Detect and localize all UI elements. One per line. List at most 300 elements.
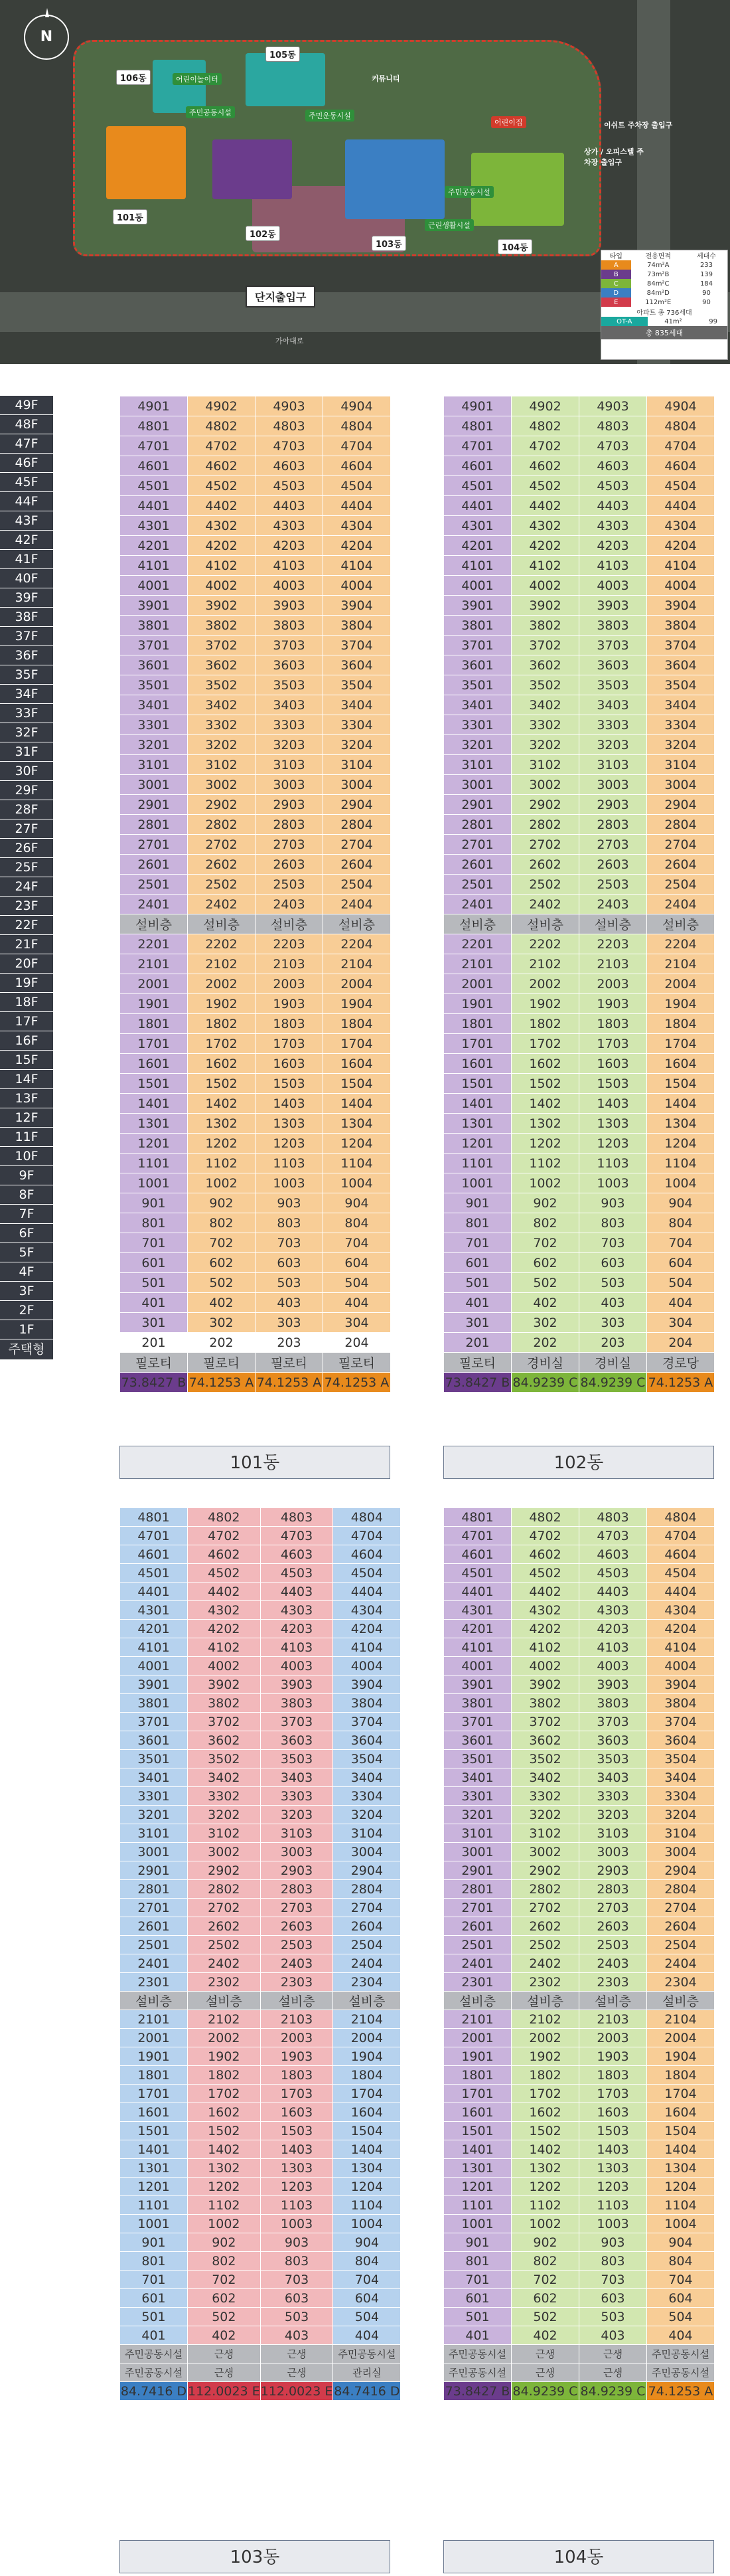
- unit-cell: 3404: [323, 695, 391, 715]
- unit-cell: 3802: [512, 1694, 579, 1713]
- unit-cell: 4801: [120, 1508, 188, 1527]
- unit-type-cell: 74.1253 A: [256, 1373, 323, 1393]
- unit-cell: 3701: [120, 636, 188, 655]
- floor-label: 33F: [0, 704, 53, 723]
- unit-cell: 1804: [647, 1014, 715, 1034]
- unit-cell: 2401: [444, 895, 512, 914]
- service-floor-cell: 설비층: [512, 914, 579, 934]
- unit-cell: 1202: [188, 1134, 256, 1154]
- unit-cell: 1901: [444, 2047, 512, 2066]
- unit-cell: 2401: [444, 1954, 512, 1973]
- unit-cell: 3401: [444, 1768, 512, 1787]
- floor-label: 24F: [0, 877, 53, 897]
- unit-cell: 4101: [444, 556, 512, 576]
- unit-cell: 804: [647, 1213, 715, 1233]
- floor-label: 22F: [0, 916, 53, 935]
- unit-cell: 1004: [333, 2215, 401, 2233]
- unit-cell: 4402: [512, 1583, 579, 1601]
- unit-cell: 3201: [120, 1806, 188, 1824]
- unit-cell: 1104: [647, 2196, 715, 2215]
- unit-cell: 3804: [323, 616, 391, 636]
- unit-cell: 1003: [579, 1173, 647, 1193]
- legend-total: 총 835세대: [601, 326, 727, 339]
- ground-floor-cell: 경비실: [579, 1353, 647, 1373]
- map-exit-label: 이쉬트 주차장 출입구: [604, 121, 673, 129]
- unit-cell: 901: [120, 1193, 188, 1213]
- unit-cell: 3004: [333, 1843, 401, 1861]
- unit-cell: 4704: [333, 1527, 401, 1545]
- unit-cell: 2202: [188, 934, 256, 954]
- unit-cell: 2803: [256, 815, 323, 835]
- service-floor-cell: 설비층: [444, 914, 512, 934]
- unit-cell: 3104: [647, 755, 715, 775]
- unit-cell: 1904: [647, 2047, 715, 2066]
- map-white-label: 커뮤니티: [372, 74, 400, 83]
- unit-cell: 1601: [120, 2103, 188, 2122]
- floor-label: 17F: [0, 1012, 53, 1031]
- unit-cell: 4301: [444, 1601, 512, 1620]
- unit-cell: 1903: [579, 2047, 647, 2066]
- map-green-label: 주민운동시설: [305, 110, 354, 122]
- floor-label: 2F: [0, 1301, 53, 1320]
- unit-cell: 4504: [647, 476, 715, 496]
- building-106: [153, 60, 206, 113]
- floor-label: 48F: [0, 415, 53, 434]
- unit-cell: 2101: [120, 2010, 188, 2029]
- unit-cell: 2904: [323, 795, 391, 815]
- legend-area: 74m²A: [647, 261, 670, 269]
- unit-cell: 703: [256, 1233, 323, 1253]
- unit-cell: 802: [188, 1213, 256, 1233]
- unit-cell: 4403: [260, 1583, 333, 1601]
- unit-cell: 3602: [188, 1731, 261, 1750]
- unit-cell: 701: [120, 1233, 188, 1253]
- unit-cell: 2302: [188, 1973, 261, 1992]
- unit-cell: 4804: [333, 1508, 401, 1527]
- unit-cell: 2304: [647, 1973, 715, 1992]
- unit-cell: 1301: [444, 1114, 512, 1134]
- unit-cell: 3102: [188, 755, 256, 775]
- unit-cell: 1401: [120, 2140, 188, 2159]
- unit-cell: 1302: [512, 2159, 579, 2178]
- unit-cell: 2502: [188, 1936, 261, 1954]
- unit-cell: 2901: [444, 795, 512, 815]
- floor-label: 46F: [0, 454, 53, 473]
- unit-cell: 3603: [579, 1731, 647, 1750]
- unit-cell: 4703: [579, 436, 647, 456]
- unit-cell: 1403: [579, 1094, 647, 1114]
- unit-cell: 3603: [256, 655, 323, 675]
- unit-cell: 4904: [323, 396, 391, 416]
- unit-cell: 603: [256, 1253, 323, 1273]
- unit-cell: 2801: [444, 815, 512, 835]
- unit-cell: 3001: [120, 775, 188, 795]
- unit-cell: 1203: [579, 1134, 647, 1154]
- unit-cell: 2904: [333, 1861, 401, 1880]
- unit-cell: 4202: [512, 1620, 579, 1638]
- unit-cell: 804: [647, 2252, 715, 2271]
- unit-cell: 1103: [256, 1154, 323, 1173]
- unit-type-cell: 74.1253 A: [188, 1373, 256, 1393]
- unit-cell: 1303: [256, 1114, 323, 1134]
- unit-cell: 4703: [256, 436, 323, 456]
- unit-cell: 2902: [512, 795, 579, 815]
- unit-cell: 4803: [579, 416, 647, 436]
- unit-cell: 4702: [188, 436, 256, 456]
- unit-cell: 904: [323, 1193, 391, 1213]
- unit-cell: 3703: [256, 636, 323, 655]
- unit-cell: 1302: [188, 1114, 256, 1134]
- service-floor-cell: 설비층: [647, 1992, 715, 2010]
- unit-cell: 3303: [256, 715, 323, 735]
- unit-cell: 2702: [188, 1899, 261, 1917]
- unit-type-cell: 74.1253 A: [647, 2382, 715, 2401]
- unit-cell: 4804: [323, 416, 391, 436]
- unit-cell: 2602: [188, 855, 256, 875]
- map-green-label: 주민공동시설: [186, 106, 235, 118]
- unit-cell: 2501: [444, 1936, 512, 1954]
- unit-cell: 3001: [120, 1843, 188, 1861]
- legend-ot-type: OT-A: [601, 317, 648, 326]
- unit-cell: 703: [260, 2271, 333, 2289]
- unit-cell: 1001: [120, 2215, 188, 2233]
- unit-cell: 2604: [333, 1917, 401, 1936]
- unit-cell: 4202: [512, 536, 579, 556]
- unit-cell: 1603: [579, 1054, 647, 1074]
- unit-cell: 3202: [188, 1806, 261, 1824]
- unit-cell: 803: [579, 2252, 647, 2271]
- unit-cell: 2504: [647, 875, 715, 895]
- unit-cell: 3103: [260, 1824, 333, 1843]
- building-104-unit-grid: [443, 1507, 715, 2401]
- floor-label: 9F: [0, 1166, 53, 1185]
- unit-cell: 1404: [333, 2140, 401, 2159]
- map-exit-label: 상가 / 오피스텔 주차장 출입구: [584, 147, 644, 167]
- unit-cell: 3001: [444, 1843, 512, 1861]
- unit-cell: 2601: [120, 855, 188, 875]
- unit-cell: 703: [579, 2271, 647, 2289]
- unit-cell: 3302: [188, 1787, 261, 1806]
- unit-cell: 2803: [579, 815, 647, 835]
- unit-cell: 3102: [188, 1824, 261, 1843]
- unit-cell: 403: [260, 2326, 333, 2345]
- floor-label: 28F: [0, 800, 53, 819]
- unit-cell: 2701: [444, 1899, 512, 1917]
- unit-cell: 2404: [647, 1954, 715, 1973]
- unit-cell: 3501: [444, 675, 512, 695]
- unit-cell: 2501: [120, 875, 188, 895]
- unit-cell: 4203: [260, 1620, 333, 1638]
- unit-cell: 2604: [323, 855, 391, 875]
- unit-cell: 3802: [512, 616, 579, 636]
- floor-label: 45F: [0, 473, 53, 492]
- unit-cell: 1103: [579, 2196, 647, 2215]
- unit-cell: 3904: [647, 596, 715, 616]
- unit-cell: 604: [333, 2289, 401, 2308]
- floor-label: 41F: [0, 550, 53, 569]
- unit-cell: 2501: [444, 875, 512, 895]
- unit-cell: 1602: [512, 2103, 579, 2122]
- unit-cell: 1204: [647, 1134, 715, 1154]
- unit-cell: 4803: [579, 1508, 647, 1527]
- unit-cell: 404: [333, 2326, 401, 2345]
- unit-cell: 803: [260, 2252, 333, 2271]
- unit-cell: 1002: [512, 1173, 579, 1193]
- unit-cell: 1004: [647, 1173, 715, 1193]
- unit-cell: 3901: [120, 596, 188, 616]
- unit-cell: 2701: [444, 835, 512, 855]
- unit-cell: 804: [333, 2252, 401, 2271]
- unit-cell: 2203: [579, 934, 647, 954]
- floor-label: 10F: [0, 1147, 53, 1166]
- unit-cell: 4503: [256, 476, 323, 496]
- unit-cell: 1702: [512, 2085, 579, 2103]
- floor-label: 12F: [0, 1108, 53, 1128]
- unit-cell: 2704: [333, 1899, 401, 1917]
- unit-cell: 503: [579, 1273, 647, 1293]
- legend-header: 타입: [609, 253, 622, 260]
- unit-cell: 1702: [512, 1034, 579, 1054]
- unit-type-cell: 73.8427 B: [444, 2382, 512, 2401]
- unit-cell: 3803: [579, 1694, 647, 1713]
- unit-type-cell: 74.1253 A: [647, 1373, 715, 1393]
- unit-cell: 4403: [256, 496, 323, 516]
- unit-cell: 3703: [579, 1713, 647, 1731]
- unit-cell: 1202: [188, 2178, 261, 2196]
- unit-cell: 2204: [647, 934, 715, 954]
- unit-cell: 4404: [323, 496, 391, 516]
- unit-cell: 2904: [647, 1861, 715, 1880]
- unit-cell: 2201: [120, 934, 188, 954]
- legend-units: 90: [702, 289, 711, 297]
- unit-cell: 303: [256, 1313, 323, 1333]
- unit-cell: 3101: [120, 755, 188, 775]
- unit-cell: 4304: [333, 1601, 401, 1620]
- unit-cell: 1301: [444, 2159, 512, 2178]
- unit-cell: 202: [188, 1333, 256, 1353]
- unit-cell: 3803: [260, 1694, 333, 1713]
- unit-cell: 902: [512, 1193, 579, 1213]
- ground-floor-cell: 주민공동시설: [444, 2345, 512, 2363]
- unit-cell: 3501: [444, 1750, 512, 1768]
- legend-type: B: [601, 270, 631, 279]
- unit-cell: 1901: [444, 994, 512, 1014]
- ground-floor-cell: 주민공동시설: [333, 2345, 401, 2363]
- unit-cell: 1101: [120, 2196, 188, 2215]
- floor-label: 6F: [0, 1224, 53, 1243]
- floor-label: 3F: [0, 1282, 53, 1301]
- unit-cell: 501: [444, 2308, 512, 2326]
- unit-cell: 4702: [512, 436, 579, 456]
- floor-label: 34F: [0, 685, 53, 704]
- unit-cell: 404: [647, 2326, 715, 2345]
- building-103-unit-grid: [119, 1507, 401, 2401]
- legend-ot-units: 99: [709, 317, 718, 325]
- unit-cell: 2204: [323, 934, 391, 954]
- unit-cell: 4104: [647, 556, 715, 576]
- unit-cell: 4503: [260, 1564, 333, 1583]
- unit-cell: 1203: [260, 2178, 333, 2196]
- unit-cell: 3304: [333, 1787, 401, 1806]
- unit-cell: 2302: [512, 1973, 579, 1992]
- unit-cell: 3804: [647, 1694, 715, 1713]
- unit-cell: 4301: [120, 516, 188, 536]
- unit-cell: 2504: [323, 875, 391, 895]
- unit-cell: 704: [323, 1233, 391, 1253]
- service-floor-cell: 설비층: [579, 1992, 647, 2010]
- unit-cell: 3004: [323, 775, 391, 795]
- ground-floor-cell: 주민공동시설: [120, 2345, 188, 2363]
- unit-cell: 2604: [647, 855, 715, 875]
- unit-cell: 4002: [188, 576, 256, 596]
- unit-cell: 702: [188, 1233, 256, 1253]
- unit-cell: 502: [188, 2308, 261, 2326]
- unit-cell: 1101: [120, 1154, 188, 1173]
- building-104-title: 104동: [443, 2540, 714, 2573]
- floor-label: 19F: [0, 974, 53, 993]
- floor-label: 39F: [0, 588, 53, 608]
- unit-cell: 1404: [323, 1094, 391, 1114]
- unit-cell: 3501: [120, 675, 188, 695]
- unit-cell: 4701: [120, 436, 188, 456]
- unit-cell: 3601: [444, 1731, 512, 1750]
- unit-cell: 4503: [579, 1564, 647, 1583]
- unit-cell: 3601: [120, 1731, 188, 1750]
- unit-cell: 1603: [256, 1054, 323, 1074]
- unit-cell: 1803: [256, 1014, 323, 1034]
- floor-label: 5F: [0, 1243, 53, 1262]
- unit-cell: 4601: [120, 456, 188, 476]
- unit-cell: 601: [120, 1253, 188, 1273]
- unit-cell: 503: [260, 2308, 333, 2326]
- building-102: [212, 139, 292, 199]
- unit-cell: 1704: [323, 1034, 391, 1054]
- unit-cell: 2002: [512, 974, 579, 994]
- unit-cell: 4604: [323, 456, 391, 476]
- unit-cell: 1703: [256, 1034, 323, 1054]
- unit-cell: 1502: [188, 1074, 256, 1094]
- service-floor-cell: 설비층: [188, 914, 256, 934]
- unit-cell: 2402: [188, 895, 256, 914]
- ground-floor-cell: 경로당: [647, 1353, 715, 1373]
- unit-cell: 4001: [120, 1657, 188, 1675]
- floor-label: 47F: [0, 434, 53, 454]
- unit-cell: 903: [579, 2233, 647, 2252]
- unit-cell: 1504: [333, 2122, 401, 2140]
- unit-cell: 1503: [260, 2122, 333, 2140]
- unit-cell: 4003: [256, 576, 323, 596]
- unit-cell: 1802: [512, 2066, 579, 2085]
- unit-cell: 1003: [579, 2215, 647, 2233]
- floor-label: 11F: [0, 1128, 53, 1147]
- unit-cell: 902: [512, 2233, 579, 2252]
- unit-cell: 503: [579, 2308, 647, 2326]
- legend-units: 184: [699, 280, 713, 288]
- unit-cell: 1504: [647, 1074, 715, 1094]
- unit-cell: 4401: [120, 1583, 188, 1601]
- unit-cell: 1904: [323, 994, 391, 1014]
- unit-cell: 4101: [120, 556, 188, 576]
- unit-cell: 1904: [647, 994, 715, 1014]
- service-floor-cell: 설비층: [188, 1992, 261, 2010]
- legend-units: 233: [699, 261, 713, 269]
- unit-cell: 3003: [579, 775, 647, 795]
- unit-cell: 2001: [120, 974, 188, 994]
- unit-cell: 4403: [579, 1583, 647, 1601]
- unit-cell: 3004: [647, 775, 715, 795]
- unit-cell: 2704: [647, 1899, 715, 1917]
- unit-cell: 4704: [323, 436, 391, 456]
- unit-cell: 1804: [647, 2066, 715, 2085]
- unit-cell: 4801: [120, 416, 188, 436]
- unit-cell: 1704: [647, 1034, 715, 1054]
- unit-cell: 203: [256, 1333, 323, 1353]
- unit-cell: 4401: [444, 496, 512, 516]
- unit-cell: 1401: [444, 1094, 512, 1114]
- unit-cell: 4703: [579, 1527, 647, 1545]
- service-floor-cell: 설비층: [256, 914, 323, 934]
- unit-cell: 3003: [256, 775, 323, 795]
- unit-cell: 2603: [256, 855, 323, 875]
- unit-cell: 4604: [333, 1545, 401, 1564]
- floor-label-column: [0, 396, 53, 1360]
- unit-cell: 2104: [323, 954, 391, 974]
- unit-cell: 3704: [323, 636, 391, 655]
- ground-floor-cell: 주민공동시설: [647, 2345, 715, 2363]
- legend-area: 84m²D: [646, 289, 670, 297]
- unit-cell: 3503: [256, 675, 323, 695]
- floor-label: 40F: [0, 569, 53, 588]
- unit-cell: 3902: [188, 596, 256, 616]
- unit-cell: 3401: [120, 1768, 188, 1787]
- unit-cell: 1902: [512, 2047, 579, 2066]
- unit-cell: 3402: [188, 1768, 261, 1787]
- label-102: 102동: [246, 226, 280, 241]
- unit-cell: 2004: [647, 974, 715, 994]
- unit-cell: 3704: [647, 636, 715, 655]
- unit-cell: 1103: [579, 1154, 647, 1173]
- unit-cell: 2603: [579, 1917, 647, 1936]
- unit-cell: 2103: [260, 2010, 333, 2029]
- unit-cell: 4204: [333, 1620, 401, 1638]
- legend-area: 112m²E: [645, 298, 672, 306]
- unit-cell: 1802: [512, 1014, 579, 1034]
- ground-floor-cell: 필로티: [256, 1353, 323, 1373]
- unit-cell: 1902: [512, 994, 579, 1014]
- floor-label: 35F: [0, 665, 53, 685]
- unit-cell: 4803: [260, 1508, 333, 1527]
- unit-cell: 402: [188, 2326, 261, 2345]
- unit-cell: 1703: [260, 2085, 333, 2103]
- unit-cell: 1604: [647, 2103, 715, 2122]
- unit-cell: 503: [256, 1273, 323, 1293]
- unit-cell: 2702: [188, 835, 256, 855]
- unit-cell: 4702: [512, 1527, 579, 1545]
- unit-cell: 4304: [647, 1601, 715, 1620]
- unit-cell: 3504: [333, 1750, 401, 1768]
- unit-cell: 2004: [323, 974, 391, 994]
- unit-cell: 4102: [188, 1638, 261, 1657]
- unit-cell: 1202: [512, 2178, 579, 2196]
- unit-cell: 1203: [579, 2178, 647, 2196]
- floor-label: 42F: [0, 531, 53, 550]
- unit-cell: 1404: [647, 2140, 715, 2159]
- unit-cell: 4104: [333, 1638, 401, 1657]
- unit-cell: 2502: [188, 875, 256, 895]
- unit-cell: 904: [333, 2233, 401, 2252]
- unit-cell: 2804: [333, 1880, 401, 1899]
- legend-subtotal: 아파트 총 736세대: [636, 309, 692, 317]
